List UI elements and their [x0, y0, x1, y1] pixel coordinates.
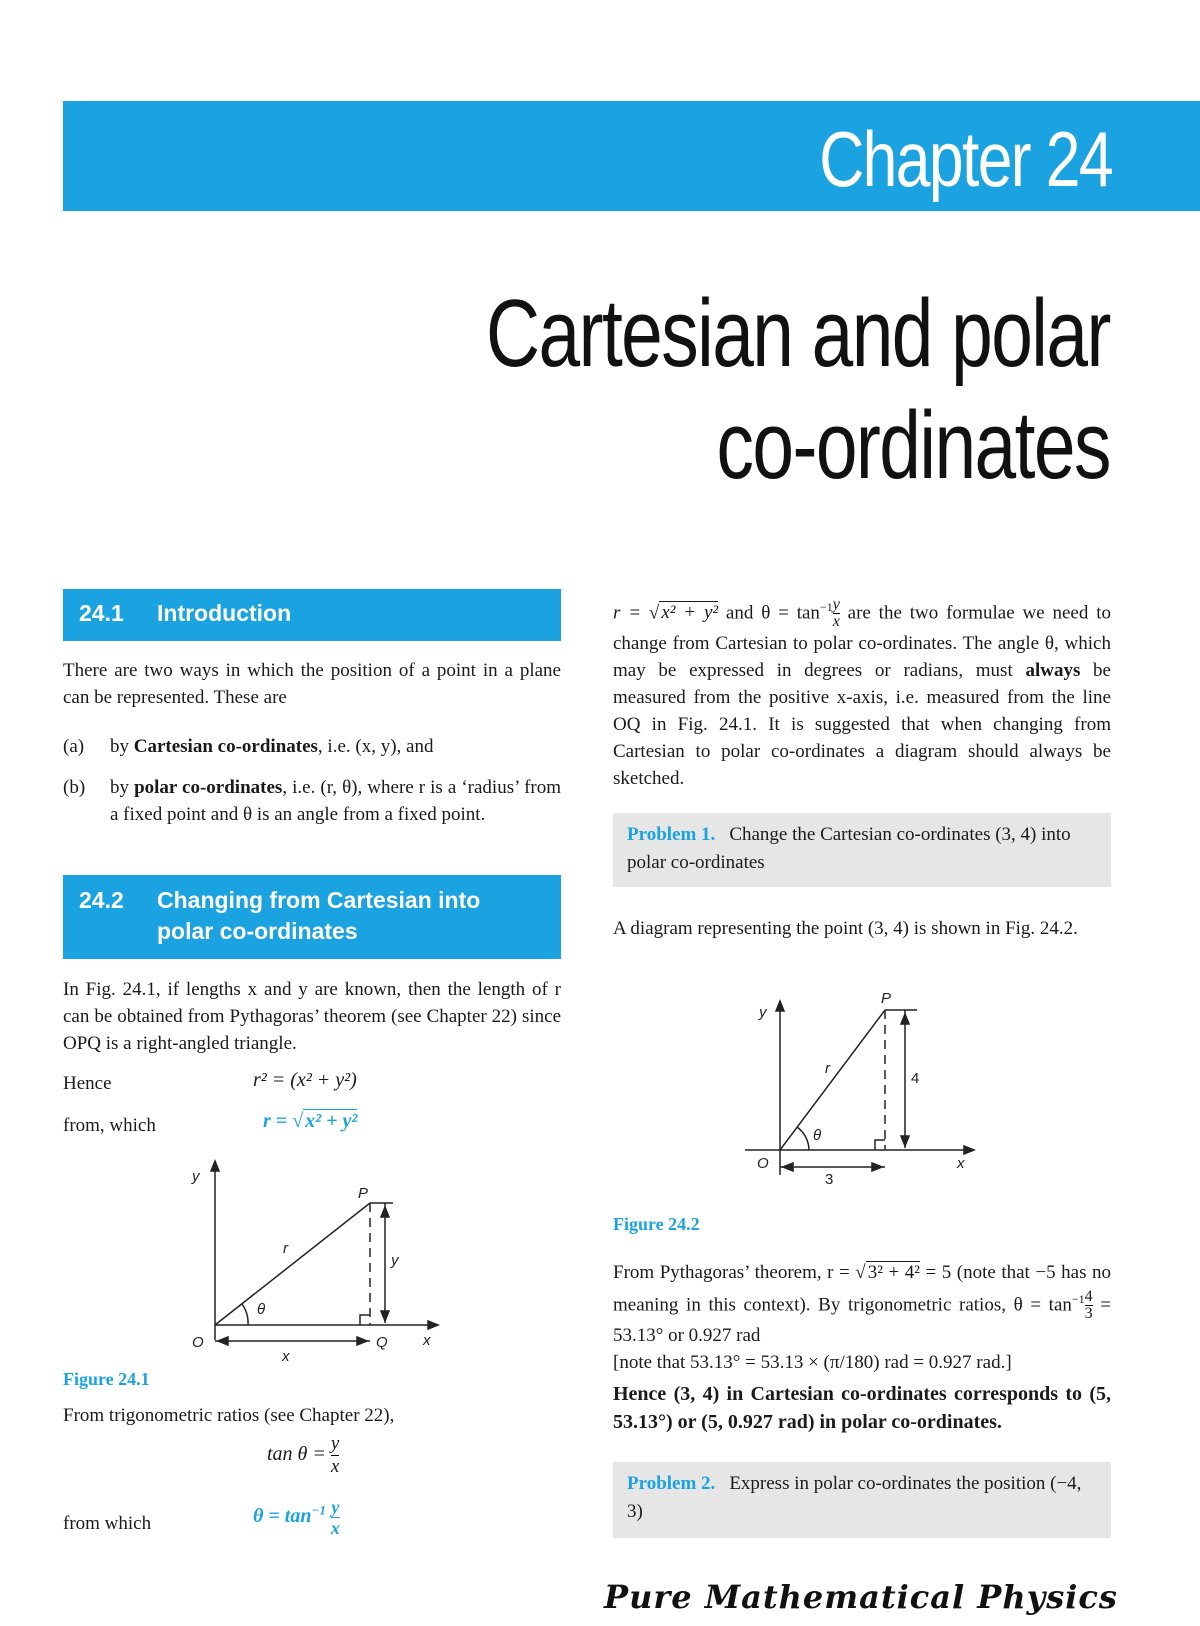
diagram-paragraph: A diagram representing the point (3, 4) is shown in Fig. 24.2.	[613, 918, 1078, 939]
fig1-p-label: P	[358, 1185, 369, 1202]
r-formula-lhs: r = √	[263, 1110, 304, 1132]
chapter-label: Chapter 24	[819, 115, 1112, 203]
item-b-post: , i.e. (r, θ), where r is a ‘radius’ from a fixed point and θ is an angle from a fixed point.	[110, 777, 562, 825]
section-number: 24.1	[79, 600, 124, 626]
x-axis-arrow	[428, 1321, 438, 1329]
p3-radicand: 3² + 4²	[867, 1262, 920, 1283]
section-title: Introduction	[157, 600, 292, 626]
p3-num: 4	[1084, 1288, 1093, 1306]
intro-paragraph: There are two ways in which the position of a point in a plane can be represented. These are	[63, 660, 561, 708]
section-heading-24-2	[63, 875, 561, 959]
p3-fraction	[1085, 1289, 1093, 1322]
p1-num: y	[832, 596, 840, 614]
theta-arc	[797, 1127, 809, 1150]
p1-den: x	[832, 613, 840, 631]
fig2-x-label: x	[957, 1155, 965, 1172]
fig1-x-label: x	[423, 1332, 431, 1349]
y-axis-arrow	[211, 1161, 219, 1171]
item-b-label: (b)	[63, 777, 86, 798]
fig1-y-length: y	[391, 1252, 399, 1269]
radius-line	[780, 1010, 885, 1150]
hence-label: Hence	[63, 1073, 112, 1094]
theta-denominator: x	[330, 1518, 340, 1538]
hence-equation: r² = (x² + y²)	[253, 1069, 357, 1091]
p1-rest: are the two formulae we need to change from Cartesian to polar co-ordinates. The angle θ, which may be expressed in degrees or radians, must	[613, 602, 1111, 682]
tan-equation	[267, 1433, 339, 1478]
radius-line	[215, 1203, 370, 1325]
fig2-theta-label: θ	[813, 1127, 822, 1144]
p1-lead: r = √	[613, 602, 660, 624]
theta-fraction	[331, 1497, 340, 1538]
figure-24-1	[180, 1155, 450, 1365]
section-title-line-1: Changing from Cartesian into	[157, 887, 481, 913]
problem-1-box	[613, 813, 1111, 887]
p3c: = 53.13° or 0.927 rad	[613, 1294, 1111, 1347]
tan-lhs: tan θ =	[267, 1443, 326, 1466]
fig2-four-label: 4	[911, 1070, 920, 1087]
p1-and: and θ = tan	[718, 602, 820, 624]
fig2-three-label: 3	[825, 1171, 834, 1188]
theta-numerator: y	[331, 1497, 340, 1517]
watermark-footer: Pure Mathematical Physics	[604, 1578, 1118, 1616]
theta-sup: −1	[311, 1502, 326, 1518]
fig2-p-label: P	[881, 990, 892, 1007]
item-a-post: , i.e. (x, y), and	[317, 736, 434, 757]
tan-numerator: y	[330, 1433, 340, 1454]
p1-bold: always	[1025, 660, 1081, 682]
y-axis-arrow	[776, 1001, 784, 1011]
p3-sup: −1	[1071, 1292, 1085, 1306]
result-statement: Hence (3, 4) in Cartesian co-ordinates corresponds to (5, 53.13°) or (5, 0.927 rad) in polar co-ordinates.	[613, 1383, 1111, 1433]
p3a: From Pythagoras’ theorem, r = √	[613, 1262, 866, 1283]
fig1-y-label: y	[192, 1168, 200, 1185]
fig1-o-label: O	[192, 1334, 204, 1351]
problem-2-box	[613, 1462, 1111, 1538]
right-angle-mark	[875, 1140, 885, 1150]
p3b: = 5 (note that −5 has no meaning in this context). By trigonometric ratios, θ = tan	[613, 1262, 1112, 1316]
p1-rest2: be measured from the positive x-axis, i.e. measured from the line OQ in Fig. 24.1. It is suggested that when changing from Cartesian to polar co-ordinates a diagram should always be sketched.	[613, 660, 1111, 790]
theta-arc	[242, 1304, 248, 1325]
fig1-theta-label: θ	[257, 1301, 266, 1318]
item-a-pre: by	[110, 736, 134, 757]
theta-formula	[253, 1497, 340, 1538]
tan-denominator: x	[330, 1456, 340, 1477]
fig1-x-length: x	[282, 1348, 290, 1365]
tan-fraction	[331, 1433, 339, 1478]
p3d: [note that 53.13° = 53.13 × (π/180) rad = 0.927 rad.]	[613, 1352, 1012, 1374]
problem-1-label: Problem 1.	[627, 824, 716, 845]
fromwhich-label: from, which	[63, 1115, 156, 1136]
p1-radicand: x² + y²	[661, 602, 719, 624]
fig2-o-label: O	[757, 1155, 769, 1172]
theta-lhs: θ = tan	[253, 1505, 312, 1528]
r-formula	[263, 1110, 357, 1133]
item-a-bold: Cartesian co-ordinates	[133, 736, 318, 757]
section-title-line-2: polar co-ordinates	[157, 918, 358, 944]
figure-24-2-caption: Figure 24.2	[613, 1214, 700, 1234]
right-angle-mark	[360, 1315, 370, 1325]
changing-paragraph: In Fig. 24.1, if lengths x and y are known, then the length of r can be obtained from Pythagoras’ theorem (see Chapter 22) since OPQ is a right-angled triangle.	[63, 979, 561, 1054]
figure-24-2	[745, 985, 985, 1188]
fig1-r-label: r	[283, 1240, 288, 1257]
p1-sup: −1	[819, 600, 833, 614]
fromwhich2-label: from which	[63, 1513, 152, 1534]
title-line-1: Cartesian and polar	[486, 280, 1110, 387]
p3-den: 3	[1084, 1305, 1093, 1323]
pythagoras-paragraph	[613, 1259, 1111, 1376]
formulae-paragraph	[613, 594, 1111, 792]
r-formula-radicand: x² + y²	[305, 1110, 358, 1132]
item-a-label: (a)	[63, 736, 85, 757]
page-title	[486, 278, 1110, 502]
x-axis-arrow	[964, 1146, 974, 1154]
section-heading-24-1	[63, 589, 561, 641]
title-line-2: co-ordinates	[716, 392, 1110, 499]
item-b-bold: polar co-ordinates	[134, 777, 283, 798]
p1-fraction	[833, 597, 840, 630]
problem-1-text: Change the Cartesian co-ordinates (3, 4) into polar co-ordinates	[627, 824, 1071, 873]
fig1-q-label: Q	[376, 1334, 388, 1351]
problem-2-label: Problem 2.	[627, 1473, 716, 1494]
item-b-pre: by	[110, 777, 135, 798]
fig2-y-label: y	[759, 1004, 767, 1021]
problem-2-text: Express in polar co-ordinates the position (−4, 3)	[627, 1473, 1082, 1522]
fig2-r-label: r	[825, 1060, 830, 1077]
section-number: 24.2	[79, 887, 124, 913]
trig-paragraph: From trigonometric ratios (see Chapter 22),	[63, 1405, 395, 1426]
figure-24-1-caption: Figure 24.1	[63, 1369, 150, 1389]
